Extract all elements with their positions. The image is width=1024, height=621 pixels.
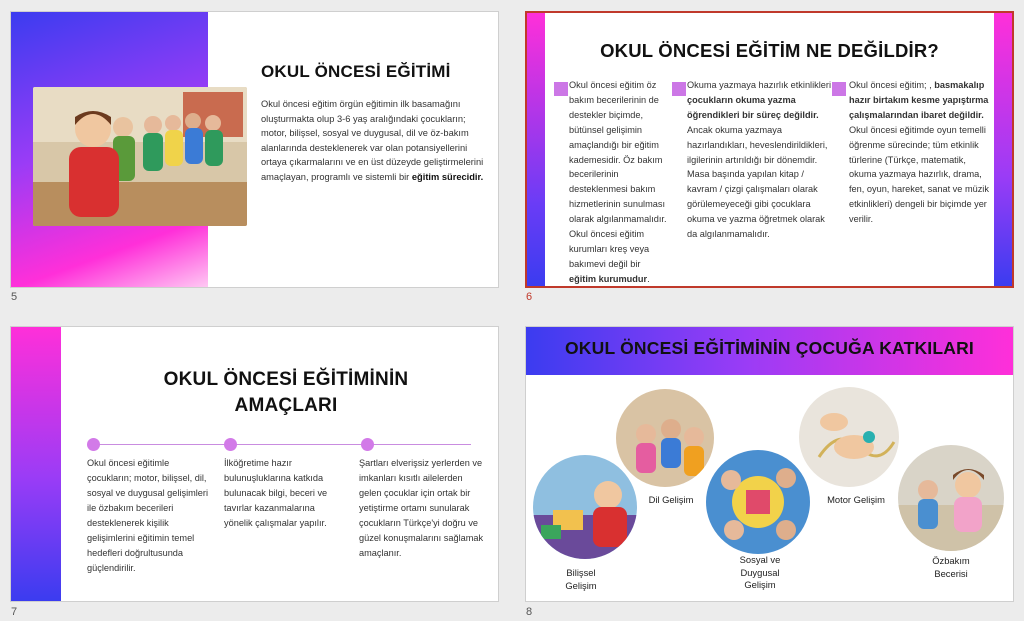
bullet-square xyxy=(554,82,568,96)
classroom-photo xyxy=(33,87,247,226)
timeline-dot xyxy=(224,438,237,451)
slide-title xyxy=(91,367,481,419)
timeline-dot xyxy=(87,438,100,451)
col1-tail: . xyxy=(647,273,650,284)
photo-dil xyxy=(616,389,714,487)
label-line: Gelişim xyxy=(565,579,597,591)
slide-number: 7 xyxy=(11,606,18,618)
label-line: Becerisi xyxy=(934,567,968,579)
slide-title: OKUL ÖNCESİ EĞİTİMİ xyxy=(261,62,451,81)
slide-title: OKUL ÖNCESİ EĞİTİMİNİN ÇOCUĞA KATKILARI xyxy=(564,338,974,358)
slide-number: 8 xyxy=(526,606,533,618)
col2-pre: Okuma yazmaya hazırlık etkinlikleri xyxy=(687,80,831,90)
body-bold-text: eğitim sürecidir. xyxy=(411,171,484,182)
column-2-text xyxy=(687,78,834,242)
aim-item-3: Şartları elverişsiz yerlerden ve imkanları kısıtlı ailelerden gelen çocuklar için ortak bir yetiştirme ortamı sunularak çocukların Türkçe'yi doğru ve güzel konuşmalarını sağlamak amaçlanır. xyxy=(359,458,484,558)
photo-bilissel xyxy=(533,455,637,559)
photo-motor xyxy=(799,387,899,487)
slide-5-thumbnail[interactable] xyxy=(10,11,499,288)
title-line-2: AMAÇLARI xyxy=(234,395,338,416)
column-3-text xyxy=(849,78,989,227)
col3-body: Okul öncesi eğitimde oyun temelli öğrenme sürecinde; tüm etkinlik türlerine (Türkçe, matematik, okuma yazmaya hazırlık, drama, fen, oyun, hareket, sanat ve müzik etkinlikleri) dengeli bir biçimde yer verilir. xyxy=(849,124,989,225)
aim-item-2: İlköğretime hazır bulunuşluklarına katkıda bulunacak bilgi, beceri ve tavırlar kazanmalarına yönelik çalışmalar yapılır. xyxy=(224,458,328,528)
col1-bold: eğitim kurumudur xyxy=(569,273,648,284)
aim-item-1: Okul öncesi eğitimle çocukların; motor, bilişsel, dil, sosyal ve duygusal gelişimleri ile özbakım becerileri desteklenerek kişilik gelişimlerini eğitimin temel hedefleri doğrultusunda güçlendirilir. xyxy=(87,458,209,573)
slide-title: OKUL ÖNCESİ EĞİTİM NE DEĞİLDİR? xyxy=(600,40,939,61)
label-dil: Dil Gelişim xyxy=(648,494,694,505)
col2-body: Ancak okuma yazmaya hazırlandıkları, heveslendirildikleri, ilgilerinin artırıldığı bir dönemdir. Masa başında yapılan kitap / kavram / çizgi çalışmaları olarak görülemeyeceği gibi çocuklara okuma ve yazma öğretmek olarak da algılanmamalıdır. xyxy=(687,124,828,240)
column-1-text xyxy=(569,78,669,287)
bullet-square xyxy=(832,82,846,96)
title-line-1: OKUL ÖNCESİ EĞİTİMİNİN xyxy=(163,369,409,390)
label-line: Özbakım xyxy=(932,555,970,566)
label-line: Sosyal ve xyxy=(739,554,781,565)
label-line: Gelişim xyxy=(744,579,776,590)
label-line: Duygusal xyxy=(740,566,780,578)
timeline-line xyxy=(91,444,471,445)
label-motor: Motor Gelişim xyxy=(827,494,885,505)
bullet-square xyxy=(672,82,686,96)
slide-8-thumbnail[interactable] xyxy=(525,326,1014,602)
timeline-dot xyxy=(361,438,374,451)
col3-pre: Okul öncesi eğitim; , xyxy=(849,80,932,90)
slide-7-thumbnail[interactable] xyxy=(10,326,499,602)
slide-body-text xyxy=(261,97,489,185)
label-ozbakim xyxy=(921,555,981,580)
label-line: Bilişsel xyxy=(566,567,596,578)
label-bilissel xyxy=(551,567,611,592)
left-gradient-bar xyxy=(11,327,61,601)
col2-bold: çocukların okuma yazma öğrendikleri bir süreç değildir. xyxy=(687,94,819,120)
photo-ozbakim xyxy=(898,445,1004,551)
col3-bold: basmakalıp hazır birtakım kesme yapıştırma çalışmalarından ibaret değildir. xyxy=(849,80,989,120)
slide-number: 6 xyxy=(526,291,533,303)
photo-sosyal xyxy=(706,450,810,554)
col1-body: Okul öncesi eğitim öz bakım becerilerinin de destekler biçimde, bütünsel gelişimin amaçlandığı bir eğitim kademesidir. Öz bakım becerilerinin desteklenmesi bakım hizmetlerinin sunulması olarak algılanmamalıdır. Okul öncesi eğitim kurumları kreş veya bakımevi değil bir xyxy=(569,80,667,269)
slide-6-thumbnail[interactable] xyxy=(525,11,1014,288)
label-sosyal xyxy=(728,554,792,592)
body-text: Okul öncesi eğitim örgün eğitimin ilk basamağını oluşturmakta olup 3-6 yaş aralığındaki çocukların; motor, bilişsel, sosyal ve duygusal, dil ve öz-bakım alanlarında desteklenerek var olan potansiyellerini ortaya çıkarmalarını ve en üst düzeyde geliştirmelerini amaçlayan, programlı ve sistemli bir xyxy=(261,99,484,182)
slide-number: 5 xyxy=(11,291,18,303)
